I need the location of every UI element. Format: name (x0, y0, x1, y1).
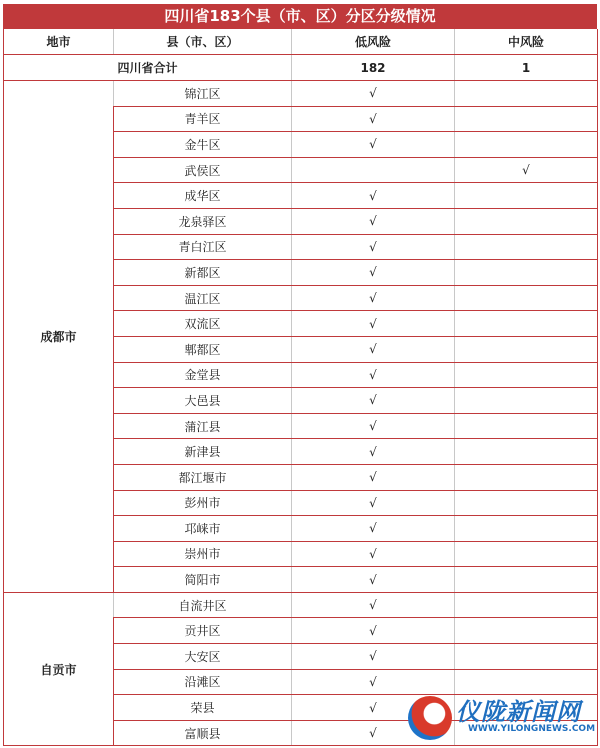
city-cell: 成都市 (4, 81, 114, 593)
mid-risk-cell (455, 413, 598, 439)
county-cell: 锦江区 (114, 81, 292, 107)
mid-risk-cell (455, 388, 598, 414)
low-risk-cell: √ (292, 260, 455, 286)
low-risk-cell: √ (292, 618, 455, 644)
low-risk-cell: √ (292, 208, 455, 234)
header-mid-risk: 中风险 (455, 29, 598, 55)
low-risk-cell: √ (292, 413, 455, 439)
table-body (4, 55, 598, 746)
county-cell: 沿滩区 (114, 669, 292, 695)
low-risk-cell: √ (292, 106, 455, 132)
low-risk-cell: √ (292, 464, 455, 490)
mid-risk-cell (455, 464, 598, 490)
county-cell: 大邑县 (114, 388, 292, 414)
county-cell: 新都区 (114, 260, 292, 286)
county-cell: 青白江区 (114, 234, 292, 260)
county-cell: 崇州市 (114, 541, 292, 567)
city-cell: 自贡市 (4, 592, 114, 746)
mid-risk-cell (455, 183, 598, 209)
mid-risk-cell (455, 336, 598, 362)
mid-risk-cell (455, 516, 598, 542)
mid-risk-cell (455, 644, 598, 670)
total-label: 四川省合计 (4, 55, 292, 81)
total-mid: 1 (455, 55, 598, 81)
total-low: 182 (292, 55, 455, 81)
county-cell: 新津县 (114, 439, 292, 465)
mid-risk-cell (455, 490, 598, 516)
mid-risk-cell (455, 362, 598, 388)
low-risk-cell: √ (292, 592, 455, 618)
mid-risk-cell: √ (455, 157, 598, 183)
mid-risk-cell (455, 618, 598, 644)
county-cell: 简阳市 (114, 567, 292, 593)
mid-risk-cell (455, 311, 598, 337)
county-cell: 荣县 (114, 695, 292, 721)
header-city: 地市 (4, 29, 114, 55)
low-risk-cell: √ (292, 490, 455, 516)
county-cell: 邛崃市 (114, 516, 292, 542)
county-cell: 成华区 (114, 183, 292, 209)
low-risk-cell: √ (292, 81, 455, 107)
county-cell: 大安区 (114, 644, 292, 670)
county-cell: 富顺县 (114, 720, 292, 746)
low-risk-cell: √ (292, 695, 455, 721)
watermark-text: 仪陇新闻网 (456, 697, 581, 726)
document (3, 4, 597, 746)
low-risk-cell: √ (292, 541, 455, 567)
header-low-risk: 低风险 (292, 29, 455, 55)
mid-risk-cell (455, 567, 598, 593)
risk-table (3, 29, 598, 746)
county-cell: 金堂县 (114, 362, 292, 388)
mid-risk-cell (455, 132, 598, 158)
total-row (4, 55, 598, 81)
low-risk-cell: √ (292, 669, 455, 695)
low-risk-cell: √ (292, 644, 455, 670)
county-cell: 郫都区 (114, 336, 292, 362)
header-row (4, 29, 598, 55)
low-risk-cell: √ (292, 311, 455, 337)
county-cell: 金牛区 (114, 132, 292, 158)
low-risk-cell: √ (292, 720, 455, 746)
mid-risk-cell (455, 439, 598, 465)
low-risk-cell (292, 157, 455, 183)
mid-risk-cell (455, 234, 598, 260)
county-cell: 蒲江县 (114, 413, 292, 439)
low-risk-cell: √ (292, 183, 455, 209)
table-title: 四川省183个县（市、区）分区分级情况 (3, 4, 597, 29)
low-risk-cell: √ (292, 567, 455, 593)
watermark (408, 684, 600, 746)
mid-risk-cell (455, 260, 598, 286)
county-cell: 武侯区 (114, 157, 292, 183)
mid-risk-cell (455, 541, 598, 567)
county-cell: 都江堰市 (114, 464, 292, 490)
low-risk-cell: √ (292, 336, 455, 362)
mid-risk-cell (455, 106, 598, 132)
header-county: 县（市、区） (114, 29, 292, 55)
low-risk-cell: √ (292, 388, 455, 414)
county-cell: 龙泉驿区 (114, 208, 292, 234)
low-risk-cell: √ (292, 234, 455, 260)
county-cell: 贡井区 (114, 618, 292, 644)
county-cell: 青羊区 (114, 106, 292, 132)
site-logo-icon (408, 696, 452, 740)
low-risk-cell: √ (292, 362, 455, 388)
county-cell: 双流区 (114, 311, 292, 337)
mid-risk-cell (455, 592, 598, 618)
county-cell: 温江区 (114, 285, 292, 311)
table-row (4, 81, 598, 107)
low-risk-cell: √ (292, 439, 455, 465)
mid-risk-cell (455, 208, 598, 234)
county-cell: 彭州市 (114, 490, 292, 516)
mid-risk-cell (455, 285, 598, 311)
low-risk-cell: √ (292, 285, 455, 311)
watermark-url: WWW.YILONGNEWS.COM (468, 724, 596, 734)
low-risk-cell: √ (292, 132, 455, 158)
low-risk-cell: √ (292, 516, 455, 542)
mid-risk-cell (455, 81, 598, 107)
county-cell: 自流井区 (114, 592, 292, 618)
table-row (4, 592, 598, 618)
